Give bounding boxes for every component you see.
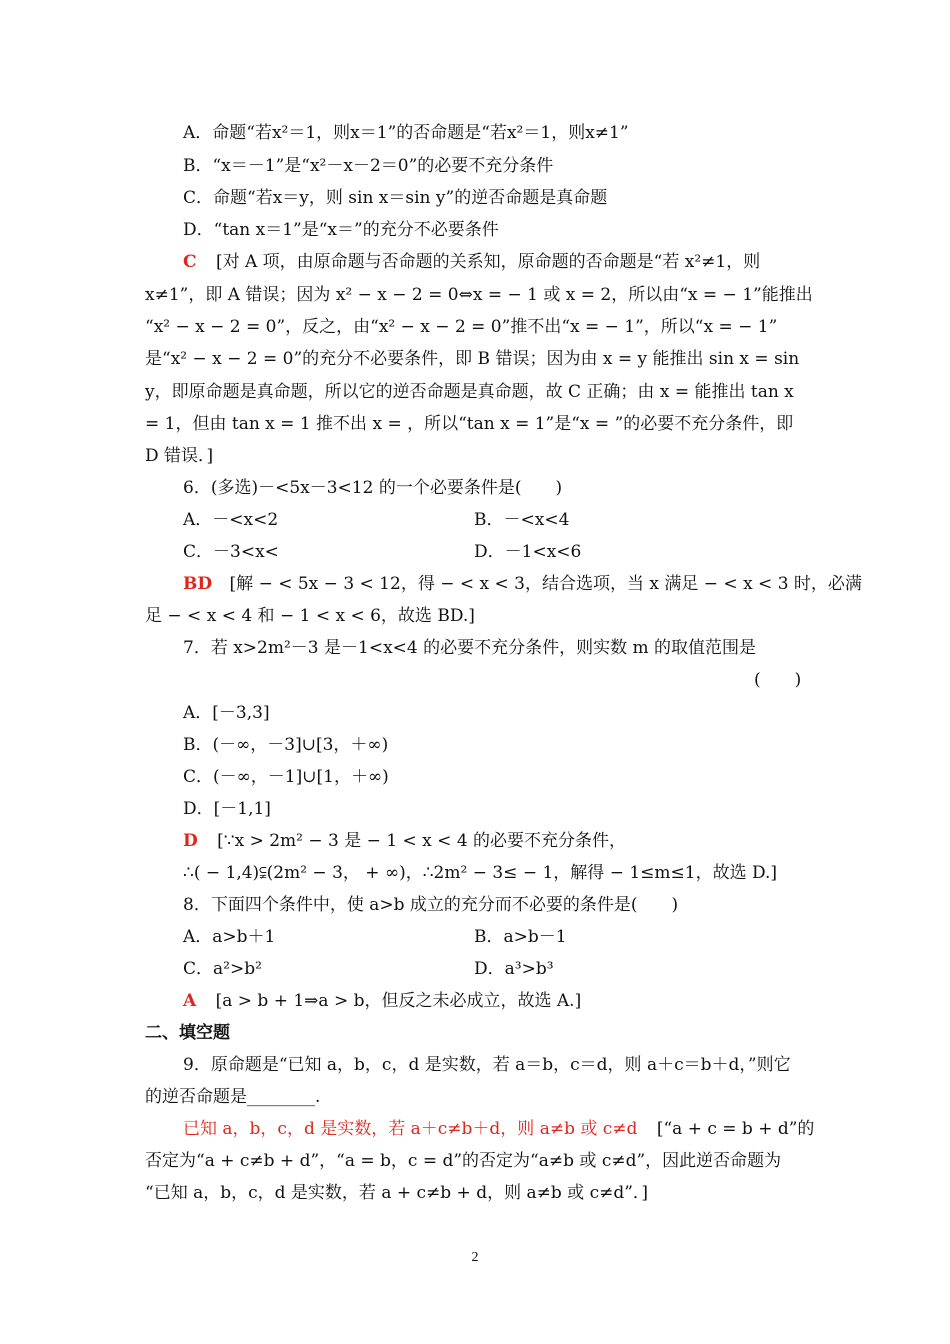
q6-option-c: C．－3<x< <box>183 542 279 562</box>
q5-option-a: A．命题“若x²＝1，则x＝1”的否命题是“若x²＝1，则x≠1” <box>183 123 629 143</box>
page-number: 2 <box>471 1250 479 1265</box>
q5-explanation-line: D 错误．] <box>145 446 214 466</box>
q6-explanation-line: 足 − < x < 4 和 − 1 < x < 6，故选 BD.] <box>145 606 475 626</box>
q8-explanation-line <box>183 990 848 1012</box>
q9-explanation-text: [“a + c = b + d”的 <box>656 1119 815 1139</box>
q6-option-b: B．－<x<4 <box>474 510 570 530</box>
q7-answer-blank: ( ) <box>754 670 802 690</box>
q7-option-a: A．[－3,3] <box>183 703 270 723</box>
q8-stem: 8．下面四个条件中，使 a>b 成立的充分而不必要的条件是( ) <box>183 895 679 915</box>
q5-explanation-line: = 1，但由 tan x = 1 推不出 x = ，所以“tan x = 1”是“x = ”的必要不充分条件，即 <box>145 414 794 434</box>
q7-stem: 7．若 x>2m²－3 是－1<x<4 的必要不充分条件，则实数 m 的取值范围是 <box>183 638 757 658</box>
q7-option-c: C．(－∞，－1]∪[1，＋∞) <box>183 767 389 787</box>
q8-explanation-text: [a > b + 1⇒a > b，但反之未必成立，故选 A.] <box>215 991 582 1011</box>
q8-option-d: D．a³>b³ <box>474 959 554 979</box>
q7-explanation-line: ∴( − 1,4)⫋(2m² − 3， + ∞)，∴2m² − 3≤ − 1，解得 − 1≤m≤1，故选 D.] <box>183 863 778 883</box>
q7-answer: D <box>183 831 198 851</box>
q8-option-c: C．a²>b² <box>183 959 262 979</box>
q5-option-c: C．命题“若x＝y，则 sin x＝sin y”的逆否命题是真命题 <box>183 188 608 208</box>
q8-option-b: B．a>b－1 <box>474 927 567 947</box>
q9-answer-line <box>183 1118 848 1140</box>
q6-answer: BD <box>183 574 213 594</box>
q5-explanation-line: y，即原命题是真命题，所以它的逆否命题是真命题，故 C 正确；由 x = 能推出 tan x <box>145 382 794 402</box>
q5-explanation-text: [对 A 项，由原命题与否命题的关系知，原命题的否命题是“若 x²≠1，则 <box>215 252 761 272</box>
q8-answer: A <box>183 991 197 1011</box>
q5-explanation-line: 是“x² − x − 2 = 0”的充分不必要条件，即 B 错误；因为由 x = y 能推出 sin x = sin <box>145 349 800 369</box>
q9-explanation-line: “已知 a，b，c，d 是实数，若 a + c≠b + d，则 a≠b 或 c≠d”．] <box>145 1183 649 1203</box>
q8-option-a: A．a>b＋1 <box>183 927 276 947</box>
q6-option-d: D．－1<x<6 <box>474 542 582 562</box>
q9-explanation-line: 否定为“a + c≠b + d”，“a = b，c = d”的否定为“a≠b 或 c≠d”，因此逆否命题为 <box>145 1151 782 1171</box>
section-title: 二、填空题 <box>145 1023 230 1043</box>
q5-explanation-line: “x² − x − 2 = 0”，反之，由“x² − x − 2 = 0”推不出“x = − 1”，所以“x = − 1” <box>145 317 778 337</box>
q5-option-d: D．“tan x＝1”是“x＝”的充分不必要条件 <box>183 220 499 240</box>
q7-explanation-line <box>183 830 848 852</box>
q6-explanation-line <box>183 573 862 595</box>
q5-answer: C <box>183 252 197 272</box>
q9-stem-continued: 的逆否命题是________. <box>145 1087 321 1107</box>
q5-option-b: B．“x＝－1”是“x²－x－2＝0”的必要不充分条件 <box>183 156 554 176</box>
q9-answer: 已知 a，b，c，d 是实数，若 a＋c≠b＋d，则 a≠b 或 c≠d <box>183 1119 638 1139</box>
q9-stem: 9．原命题是“已知 a，b，c，d 是实数，若 a＝b，c＝d，则 a＋c＝b＋d，”则它 <box>183 1055 791 1075</box>
q7-option-b: B．(－∞，－3]∪[3，＋∞) <box>183 735 389 755</box>
q7-explanation-text: [∵x > 2m² − 3 是 − 1 < x < 4 的必要不充分条件， <box>217 831 627 851</box>
q6-stem: 6．(多选)－<5x－3<12 的一个必要条件是( ) <box>183 478 563 498</box>
q5-explanation-line <box>183 251 848 273</box>
q6-explanation-text: [解 − < 5x − 3 < 12，得 − < x < 3，结合选项，当 x 满足 − < x < 3 时，必满 <box>229 574 862 594</box>
q7-option-d: D．[－1,1] <box>183 799 271 819</box>
q5-explanation-line: x≠1”，即 A 错误；因为 x² − x − 2 = 0⇔x = − 1 或 x = 2，所以由“x = − 1”能推出 <box>145 285 813 305</box>
q6-option-a: A．－<x<2 <box>183 510 279 530</box>
